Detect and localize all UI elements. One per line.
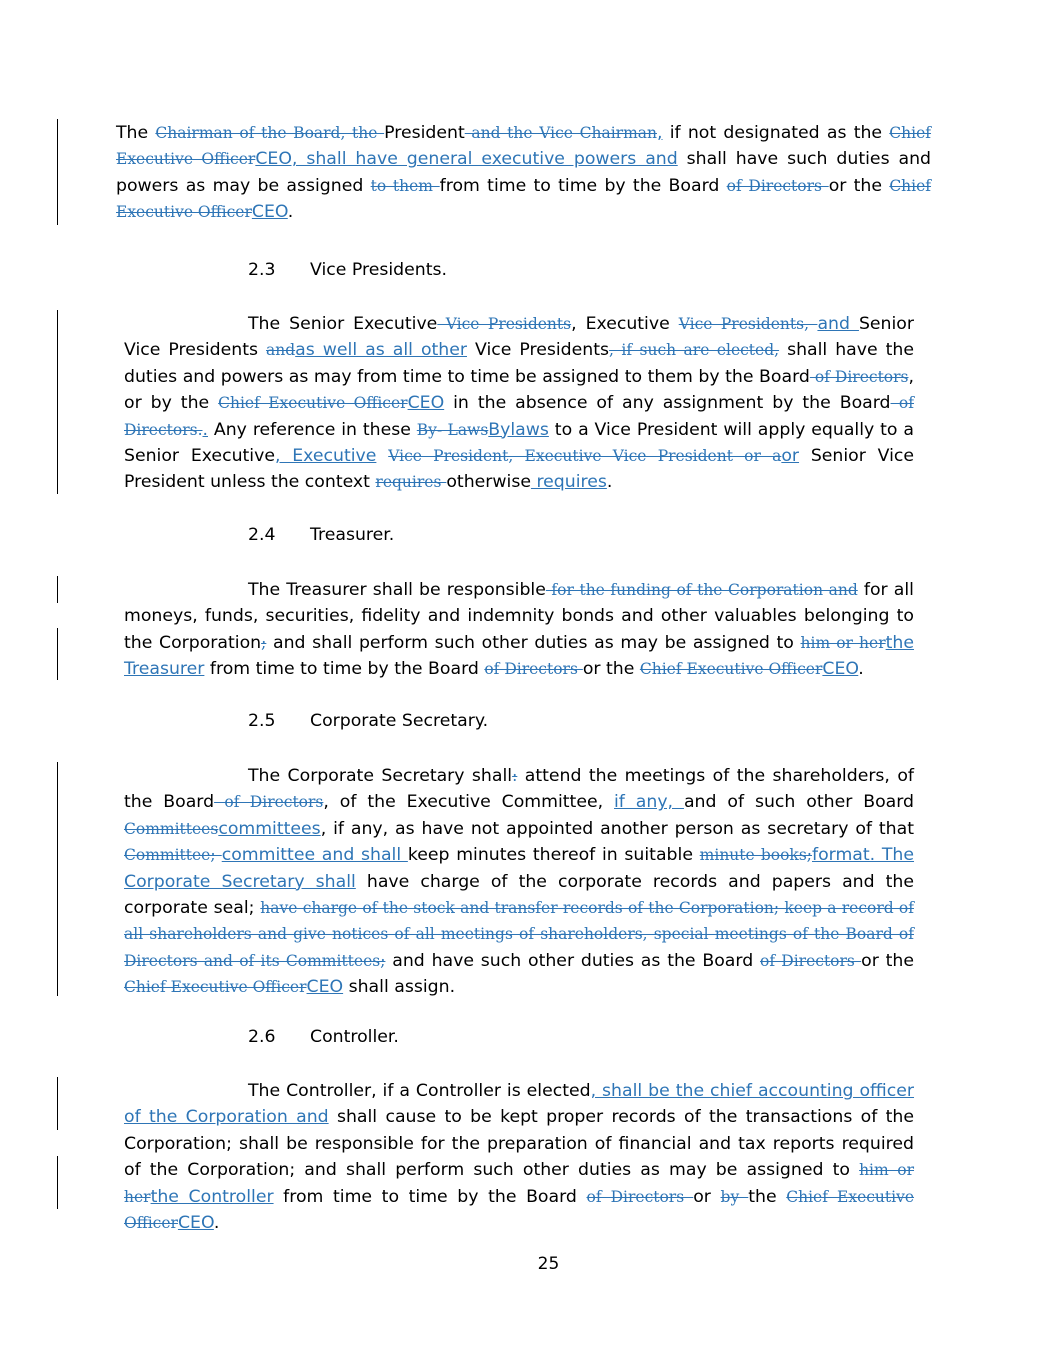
deleted-text: of Directors — [586, 1187, 694, 1206]
inserted-text: the Controller — [150, 1186, 274, 1207]
president-paragraph — [116, 120, 931, 226]
body-text: the — [748, 1186, 787, 1207]
body-text: from time to time by the Board — [439, 175, 727, 196]
body-text: attend the meetings of the shareholders, of the Board — [124, 766, 914, 813]
deleted-text: Committee; — [124, 846, 222, 865]
inserted-text: CEO — [251, 202, 288, 223]
body-text: shall assign. — [343, 977, 456, 998]
body-text: The Controller, if a Controller is elected — [248, 1081, 591, 1101]
section-heading-treasurer — [248, 522, 394, 548]
inserted-text: committees — [218, 818, 321, 839]
inserted-text: requires — [530, 472, 607, 493]
body-text: from time to time by the Board — [273, 1186, 587, 1207]
deleted-text: him or her — [800, 633, 886, 652]
deleted-text: for the funding of the Corporation and — [545, 581, 858, 599]
deleted-text: Chief Executive Officer — [124, 978, 307, 997]
deleted-text: have charge of the stock and transfer records of the Corporation; keep a record of all shareholders and give notices of all meetings of shareholders, special meetings of the Board of Directors and of its Committees; — [124, 899, 914, 970]
deleted-text: of Directors. — [124, 394, 914, 439]
section-number: 2.6 — [248, 1027, 276, 1047]
body-text: and of such other Board — [683, 792, 914, 813]
body-text: Senior Vice Presidents — [124, 314, 914, 361]
body-text: have charge of the corporate records and papers and the corporate seal; — [124, 871, 914, 919]
section-heading-controller — [248, 1024, 399, 1050]
body-text: or — [693, 1186, 721, 1207]
inserted-text: . — [202, 419, 208, 440]
deleted-text: Chief Executive Officer — [218, 394, 408, 413]
inserted-text: CEO — [407, 393, 445, 414]
deleted-text: Committees — [124, 819, 219, 838]
section-number: 2.4 — [248, 525, 276, 545]
vice-presidents-paragraph — [124, 311, 914, 496]
body-text: . — [606, 472, 613, 493]
body-text: . — [213, 1213, 220, 1234]
inserted-text: or — [781, 446, 800, 467]
inserted-text: CEO, shall have general executive powers and — [255, 149, 678, 170]
deleted-text: of Directors — [484, 660, 583, 679]
change-bar — [57, 762, 58, 996]
body-text: , of the Executive Committee, — [323, 792, 614, 813]
body-text: keep minutes thereof in suitable — [407, 845, 700, 866]
deleted-text: Vice Presidents, — [678, 315, 818, 333]
deleted-text: of Directors — [809, 367, 909, 386]
deleted-text: of Directors — [759, 951, 862, 970]
inserted-text: Bylaws — [488, 419, 549, 440]
body-text: otherwise — [446, 472, 531, 493]
body-text: shall have the duties and powers as may from time to time be assigned to them by the Board — [124, 340, 914, 387]
deleted-text: Chairman of the Board, the — [155, 124, 385, 142]
inserted-text: CEO — [822, 659, 859, 680]
deleted-text: to them — [370, 176, 440, 195]
body-text: The Senior Executive — [248, 314, 438, 334]
section-number: 2.3 — [248, 260, 276, 280]
inserted-text: , — [657, 123, 663, 143]
treasurer-paragraph — [124, 577, 914, 683]
controller-paragraph — [124, 1078, 914, 1236]
body-text: from time to time by the Board — [204, 659, 485, 680]
deleted-text: ; — [261, 633, 267, 652]
body-text: , or by the — [124, 366, 914, 414]
deleted-text: : — [512, 767, 518, 785]
inserted-text: and — [817, 314, 859, 334]
deleted-text: minute books; — [699, 846, 812, 865]
inserted-text: format. The Corporate Secretary shall — [124, 845, 915, 892]
change-bar — [57, 1156, 58, 1209]
section-number: 2.5 — [248, 711, 276, 731]
inserted-text: the Treasurer — [124, 632, 914, 680]
deleted-text: of Directors — [214, 793, 324, 812]
page-number: 25 — [537, 1254, 560, 1274]
deleted-text: , if such are elected, — [609, 341, 780, 360]
corporate-secretary-paragraph — [124, 763, 914, 1001]
deleted-text: requires — [375, 473, 447, 492]
inserted-text: CEO — [306, 977, 344, 998]
deleted-text: Chief Executive Officer — [116, 176, 932, 222]
change-bar — [57, 576, 58, 603]
body-text — [376, 446, 388, 466]
inserted-text: as well as all other — [295, 340, 467, 361]
body-text: President — [384, 123, 465, 143]
section-title: Vice Presidents. — [310, 260, 447, 280]
change-bar — [57, 119, 58, 225]
deleted-text: By- Laws — [416, 420, 489, 439]
body-text: in the absence of any assignment by the Board — [444, 393, 891, 414]
body-text: for all moneys, funds, securities, fidelity and indemnity bonds and other valuables belonging to the Corporation — [124, 580, 914, 653]
body-text: . — [858, 659, 864, 680]
change-bar — [57, 628, 58, 680]
change-bar — [57, 1077, 58, 1130]
section-title: Treasurer. — [310, 525, 395, 545]
deleted-text: Vice President, Executive Vice President or a — [388, 447, 782, 466]
inserted-text: CEO — [177, 1213, 214, 1234]
body-text: The Corporate Secretary shall — [248, 766, 513, 786]
deleted-text: of Directors — [726, 176, 829, 195]
body-text: to a Vice President will apply equally to a Senior Executive — [124, 419, 914, 467]
body-text: and have such other duties as the Board — [385, 950, 760, 971]
section-heading-vice-presidents — [248, 257, 447, 283]
body-text: or the — [828, 175, 890, 196]
change-bar — [57, 310, 58, 494]
deleted-text: and the Vice Chairman — [464, 124, 657, 142]
deleted-text: Vice Presidents — [437, 315, 572, 333]
deleted-text: by — [720, 1187, 749, 1206]
section-heading-corporate-secretary — [248, 708, 488, 734]
body-text: The Treasurer shall be responsible — [248, 580, 546, 600]
deleted-text: Chief Executive Officer — [116, 124, 932, 169]
body-text: , Executive — [571, 314, 679, 334]
deleted-text: and — [266, 341, 296, 360]
inserted-text: , shall be the chief accounting officer of the Corporation and — [124, 1081, 915, 1128]
body-text: shall have such duties and powers as may be assigned — [116, 149, 932, 196]
body-text: Any reference in these — [208, 419, 417, 440]
inserted-text: committee and shall — [221, 845, 408, 866]
body-text: Vice Presidents — [467, 340, 610, 361]
body-text: The — [116, 123, 156, 143]
body-text: . — [287, 202, 294, 223]
deleted-text: Chief Executive Officer — [124, 1187, 915, 1233]
body-text: Senior Vice President unless the context — [124, 446, 915, 493]
body-text: and shall perform such other duties as may be assigned to — [266, 632, 801, 653]
body-text: or the — [582, 659, 640, 680]
body-text: if not designated as the — [662, 123, 890, 143]
deleted-text: him or her — [124, 1161, 915, 1206]
section-title: Controller. — [310, 1027, 399, 1047]
inserted-text: if any, — [614, 792, 684, 813]
section-title: Corporate Secretary. — [310, 711, 489, 731]
inserted-text: , Executive — [274, 446, 377, 467]
body-text: shall cause to be kept proper records of the transactions of the Corporation; shall be responsible for the preparation of financial and tax reports required of the Corporation; and shall perform such other duties as may be assigned to — [124, 1107, 915, 1181]
body-text: , if any, as have not appointed another person as secretary of that — [320, 818, 914, 839]
body-text: or the — [861, 950, 914, 971]
deleted-text: Chief Executive Officer — [639, 660, 823, 679]
